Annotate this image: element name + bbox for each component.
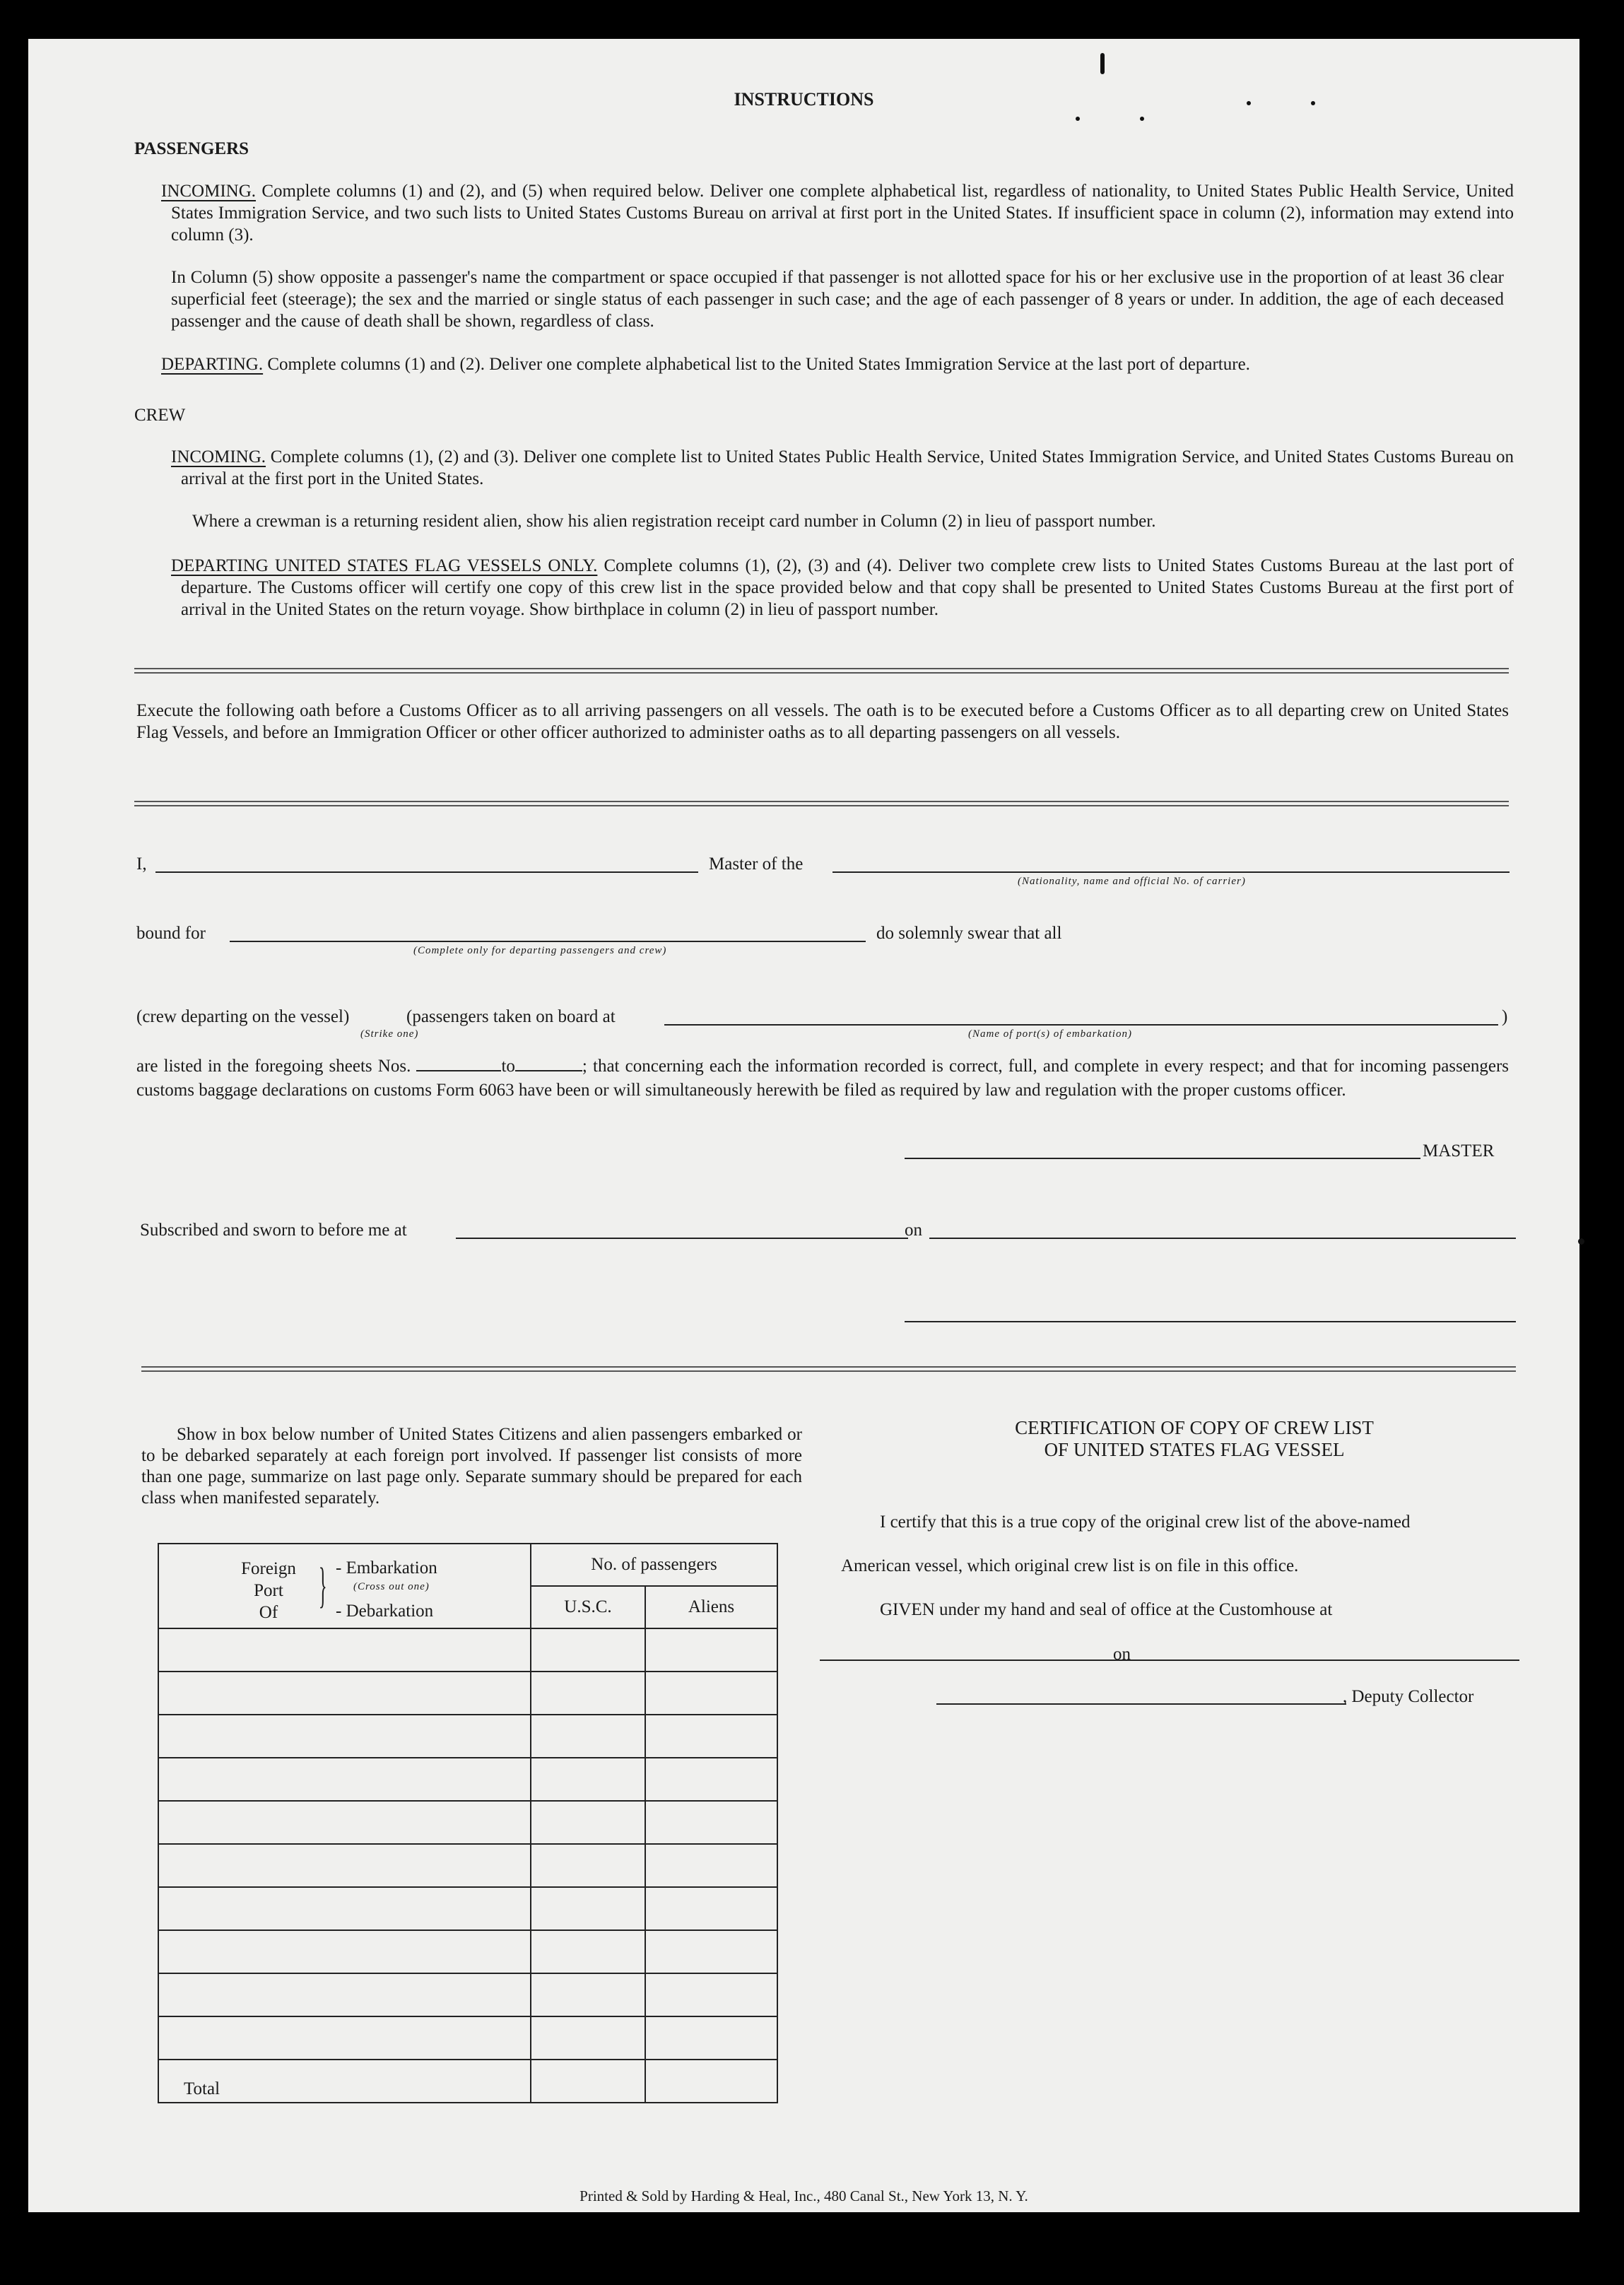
ports-hint: (Name of port(s) of embarkation) [968, 1028, 1132, 1040]
port-cell[interactable] [158, 1930, 531, 1973]
aliens-cell[interactable] [645, 2016, 777, 2060]
port-cell[interactable] [158, 1887, 531, 1930]
sheet-to-field[interactable] [515, 1056, 582, 1071]
bound-for-hint: (Complete only for departing passengers and crew) [413, 945, 667, 956]
sworn-date-field[interactable] [929, 1238, 1516, 1239]
passengers-heading: PASSENGERS [134, 139, 249, 158]
aliens-cell[interactable] [645, 1930, 777, 1973]
port-cell[interactable] [158, 1973, 531, 2016]
sworn-place-field[interactable] [456, 1238, 908, 1239]
certify-line2: American vessel, which original crew list is on file in this office. [841, 1556, 1299, 1575]
deputy-collector-label: , Deputy Collector [1343, 1687, 1474, 1706]
oath-instruction: Execute the following oath before a Customs Officer as to all arriving passengers on all vessels. The oath is to be executed before a Customs Officer as to all departing crew on United States Flag Vessels, and before an Immigration Officer or other officer authorized to administer oaths as to all departing passengers on all vessels. [136, 701, 1509, 742]
usc-cell[interactable] [531, 1930, 645, 1973]
page-title: INSTRUCTIONS [734, 89, 874, 110]
close-paren: ) [1502, 1007, 1508, 1026]
usc-cell[interactable] [531, 1628, 645, 1672]
customhouse-field[interactable] [820, 1660, 1141, 1661]
passengers-incoming-label: INCOMING. [161, 182, 257, 201]
crew-departing-label: DEPARTING UNITED STATES FLAG VESSELS ONLY. [171, 556, 598, 575]
scan-speck [1140, 117, 1144, 121]
aliens-cell[interactable] [645, 1887, 777, 1930]
port-cell[interactable] [158, 1844, 531, 1887]
scan-speck [1311, 101, 1315, 105]
port-cell[interactable] [158, 1758, 531, 1801]
deputy-collector-signature-field[interactable] [936, 1703, 1346, 1705]
strike-one-hint: (Strike one) [360, 1028, 419, 1040]
aliens-cell[interactable] [645, 1715, 777, 1758]
aliens-total-cell[interactable] [645, 2060, 777, 2103]
port-label: Port [254, 1581, 283, 1600]
certification-date-field[interactable] [1138, 1660, 1519, 1661]
carrier-field[interactable] [832, 871, 1510, 873]
master-label: MASTER [1423, 1141, 1495, 1161]
passengers-column5-paragraph: In Column (5) show opposite a passenger's name the compartment or space occupied if that passenger is not allotted space for his or her exclusive use in the proportion of at least 36 clear superficial feet (steerage); the sex and the married or single status of each passenger in such case; and the age of each passenger of 8 years or under. In addition, the age of each deceased passenger and the cause of death shall be shown, regardless of class. [171, 268, 1504, 331]
crew-incoming-label: INCOMING. [171, 447, 266, 466]
embarkation-label: - Embarkation [336, 1558, 437, 1578]
aliens-cell[interactable] [645, 1628, 777, 1672]
usc-cell[interactable] [531, 2016, 645, 2060]
aliens-cell[interactable] [645, 1844, 777, 1887]
usc-header: U.S.C. [531, 1586, 645, 1628]
aliens-cell[interactable] [645, 1973, 777, 2016]
scan-speck [1578, 1238, 1584, 1245]
total-label-cell: Total [158, 2060, 531, 2103]
of-label: Of [259, 1603, 278, 1622]
summary-instruction: Show in box below number of United States Citizens and alien passengers embarked or to be debarked separately at each foreign port involved. If passenger list consists of more than one page, summarize on last page only. Separate summary should be prepared for each class when manifested separately. [141, 1425, 802, 1508]
section-divider [134, 801, 1509, 806]
usc-cell[interactable] [531, 1715, 645, 1758]
master-name-field[interactable] [155, 871, 698, 873]
certification-title [848, 1417, 1541, 1461]
subscribed-label: Subscribed and sworn to before me at [140, 1221, 407, 1240]
debarkation-label: - Debarkation [336, 1602, 434, 1621]
cross-out-hint: (Cross out one) [353, 1581, 430, 1592]
usc-cell[interactable] [531, 1844, 645, 1887]
port-cell[interactable] [158, 1715, 531, 1758]
certify-line1: I certify that this is a true copy of the original crew list of the above-named [880, 1512, 1411, 1532]
listed-text-b: ; that concerning each the information recorded is correct, full, and complete in every respect; and that for incoming passengers customs baggage declarations on customs Form 6063 have been or will simultaneously herewith be filed as required by law and regulation with the proper customs officer. [136, 1057, 1509, 1100]
section-divider [141, 1366, 1516, 1372]
passenger-summary-table [158, 1543, 778, 2103]
listed-text-a: are listed in the foregoing sheets Nos. [136, 1057, 411, 1076]
crew-heading: CREW [134, 406, 186, 425]
listed-paragraph [136, 1055, 1509, 1103]
usc-cell[interactable] [531, 1801, 645, 1844]
brace-icon: } [318, 1558, 327, 1613]
port-cell[interactable] [158, 2016, 531, 2060]
no-passengers-header: No. of passengers [531, 1544, 777, 1586]
usc-total-cell[interactable] [531, 2060, 645, 2103]
usc-cell[interactable] [531, 1758, 645, 1801]
crew-incoming-paragraph [171, 446, 1514, 490]
passengers-incoming-paragraph [161, 180, 1514, 246]
listed-to-label: to [501, 1057, 515, 1076]
port-cell[interactable] [158, 1801, 531, 1844]
scan-speck [1100, 53, 1105, 74]
swear-text: do solemnly swear that all [876, 924, 1062, 943]
embarkation-port-field[interactable] [664, 1024, 1498, 1026]
usc-cell[interactable] [531, 1973, 645, 2016]
port-header-cell [158, 1544, 531, 1628]
aliens-cell[interactable] [645, 1758, 777, 1801]
passengers-departing-paragraph [161, 353, 1504, 375]
foreign-label: Foreign [241, 1559, 296, 1578]
aliens-cell[interactable] [645, 1672, 777, 1715]
section-divider [134, 668, 1509, 674]
crew-resident-paragraph: Where a crewman is a returning resident alien, show his alien registration receipt card number in Column (2) in lieu of passport number. [192, 512, 1156, 531]
bound-for-label: bound for [136, 924, 206, 943]
port-cell[interactable] [158, 1672, 531, 1715]
passengers-departing-label: DEPARTING. [161, 355, 264, 374]
given-line: GIVEN under my hand and seal of office at the Customhouse at [880, 1600, 1333, 1619]
crew-departing-option: (crew departing on the vessel) [136, 1007, 350, 1026]
master-of-the-label: Master of the [709, 854, 804, 874]
bound-for-field[interactable] [230, 941, 866, 942]
crew-incoming-text: Complete columns (1), (2) and (3). Deliver one complete list to United States Public Health Service, United States Immigration Service, and United States Customs Bureau on arrival at the first port in the United States. [181, 447, 1514, 488]
form-sheet [28, 39, 1579, 2212]
sworn-on-label: on [905, 1221, 922, 1240]
scan-speck [1247, 101, 1251, 105]
scan-speck [1076, 117, 1080, 121]
crew-departing-text: Complete columns (1), (2), (3) and (4). Deliver two complete crew lists to United States Customs Bureau at the last port of departure. The Customs officer will certify one copy of this crew list in the space provided below and that copy shall be presented to United States Customs Bureau at the first port of arrival in the United States on the return voyage. Show birthplace in column (2) in lieu of passport number. [181, 556, 1514, 619]
passengers-departing-text: Complete columns (1) and (2). Deliver one complete alphabetical list to the United States Immigration Service at the last port of departure. [267, 355, 1250, 374]
usc-cell[interactable] [531, 1672, 645, 1715]
passengers-taken-option: (passengers taken on board at [406, 1007, 616, 1026]
certification-title-line1: CERTIFICATION OF COPY OF CREW LIST [1015, 1417, 1374, 1438]
officer-signature-field[interactable] [905, 1321, 1516, 1322]
aliens-cell[interactable] [645, 1801, 777, 1844]
certification-title-line2: OF UNITED STATES FLAG VESSEL [1044, 1439, 1345, 1460]
crew-departing-paragraph [171, 555, 1514, 621]
printer-footer: Printed & Sold by Harding & Heal, Inc., 480 Canal St., New York 13, N. Y. [579, 2187, 1028, 2204]
passengers-incoming-text: Complete columns (1) and (2), and (5) when required below. Deliver one complete alphabetical list, regardless of nationality, to United States Public Health Service, United States Immigration Service, and two such lists to United States Customs Bureau on arrival at first port in the United States. If insufficient space in column (2), information may extend into column (3). [171, 182, 1514, 245]
usc-cell[interactable] [531, 1887, 645, 1930]
oath-i-label: I, [136, 854, 147, 874]
port-cell[interactable] [158, 1628, 531, 1672]
master-signature-field[interactable] [905, 1158, 1420, 1159]
certification-on-label: on [1113, 1645, 1131, 1664]
nationality-hint: (Nationality, name and official No. of carrier) [1018, 876, 1246, 887]
aliens-header: Aliens [645, 1586, 777, 1628]
sheet-from-field[interactable] [416, 1056, 501, 1071]
